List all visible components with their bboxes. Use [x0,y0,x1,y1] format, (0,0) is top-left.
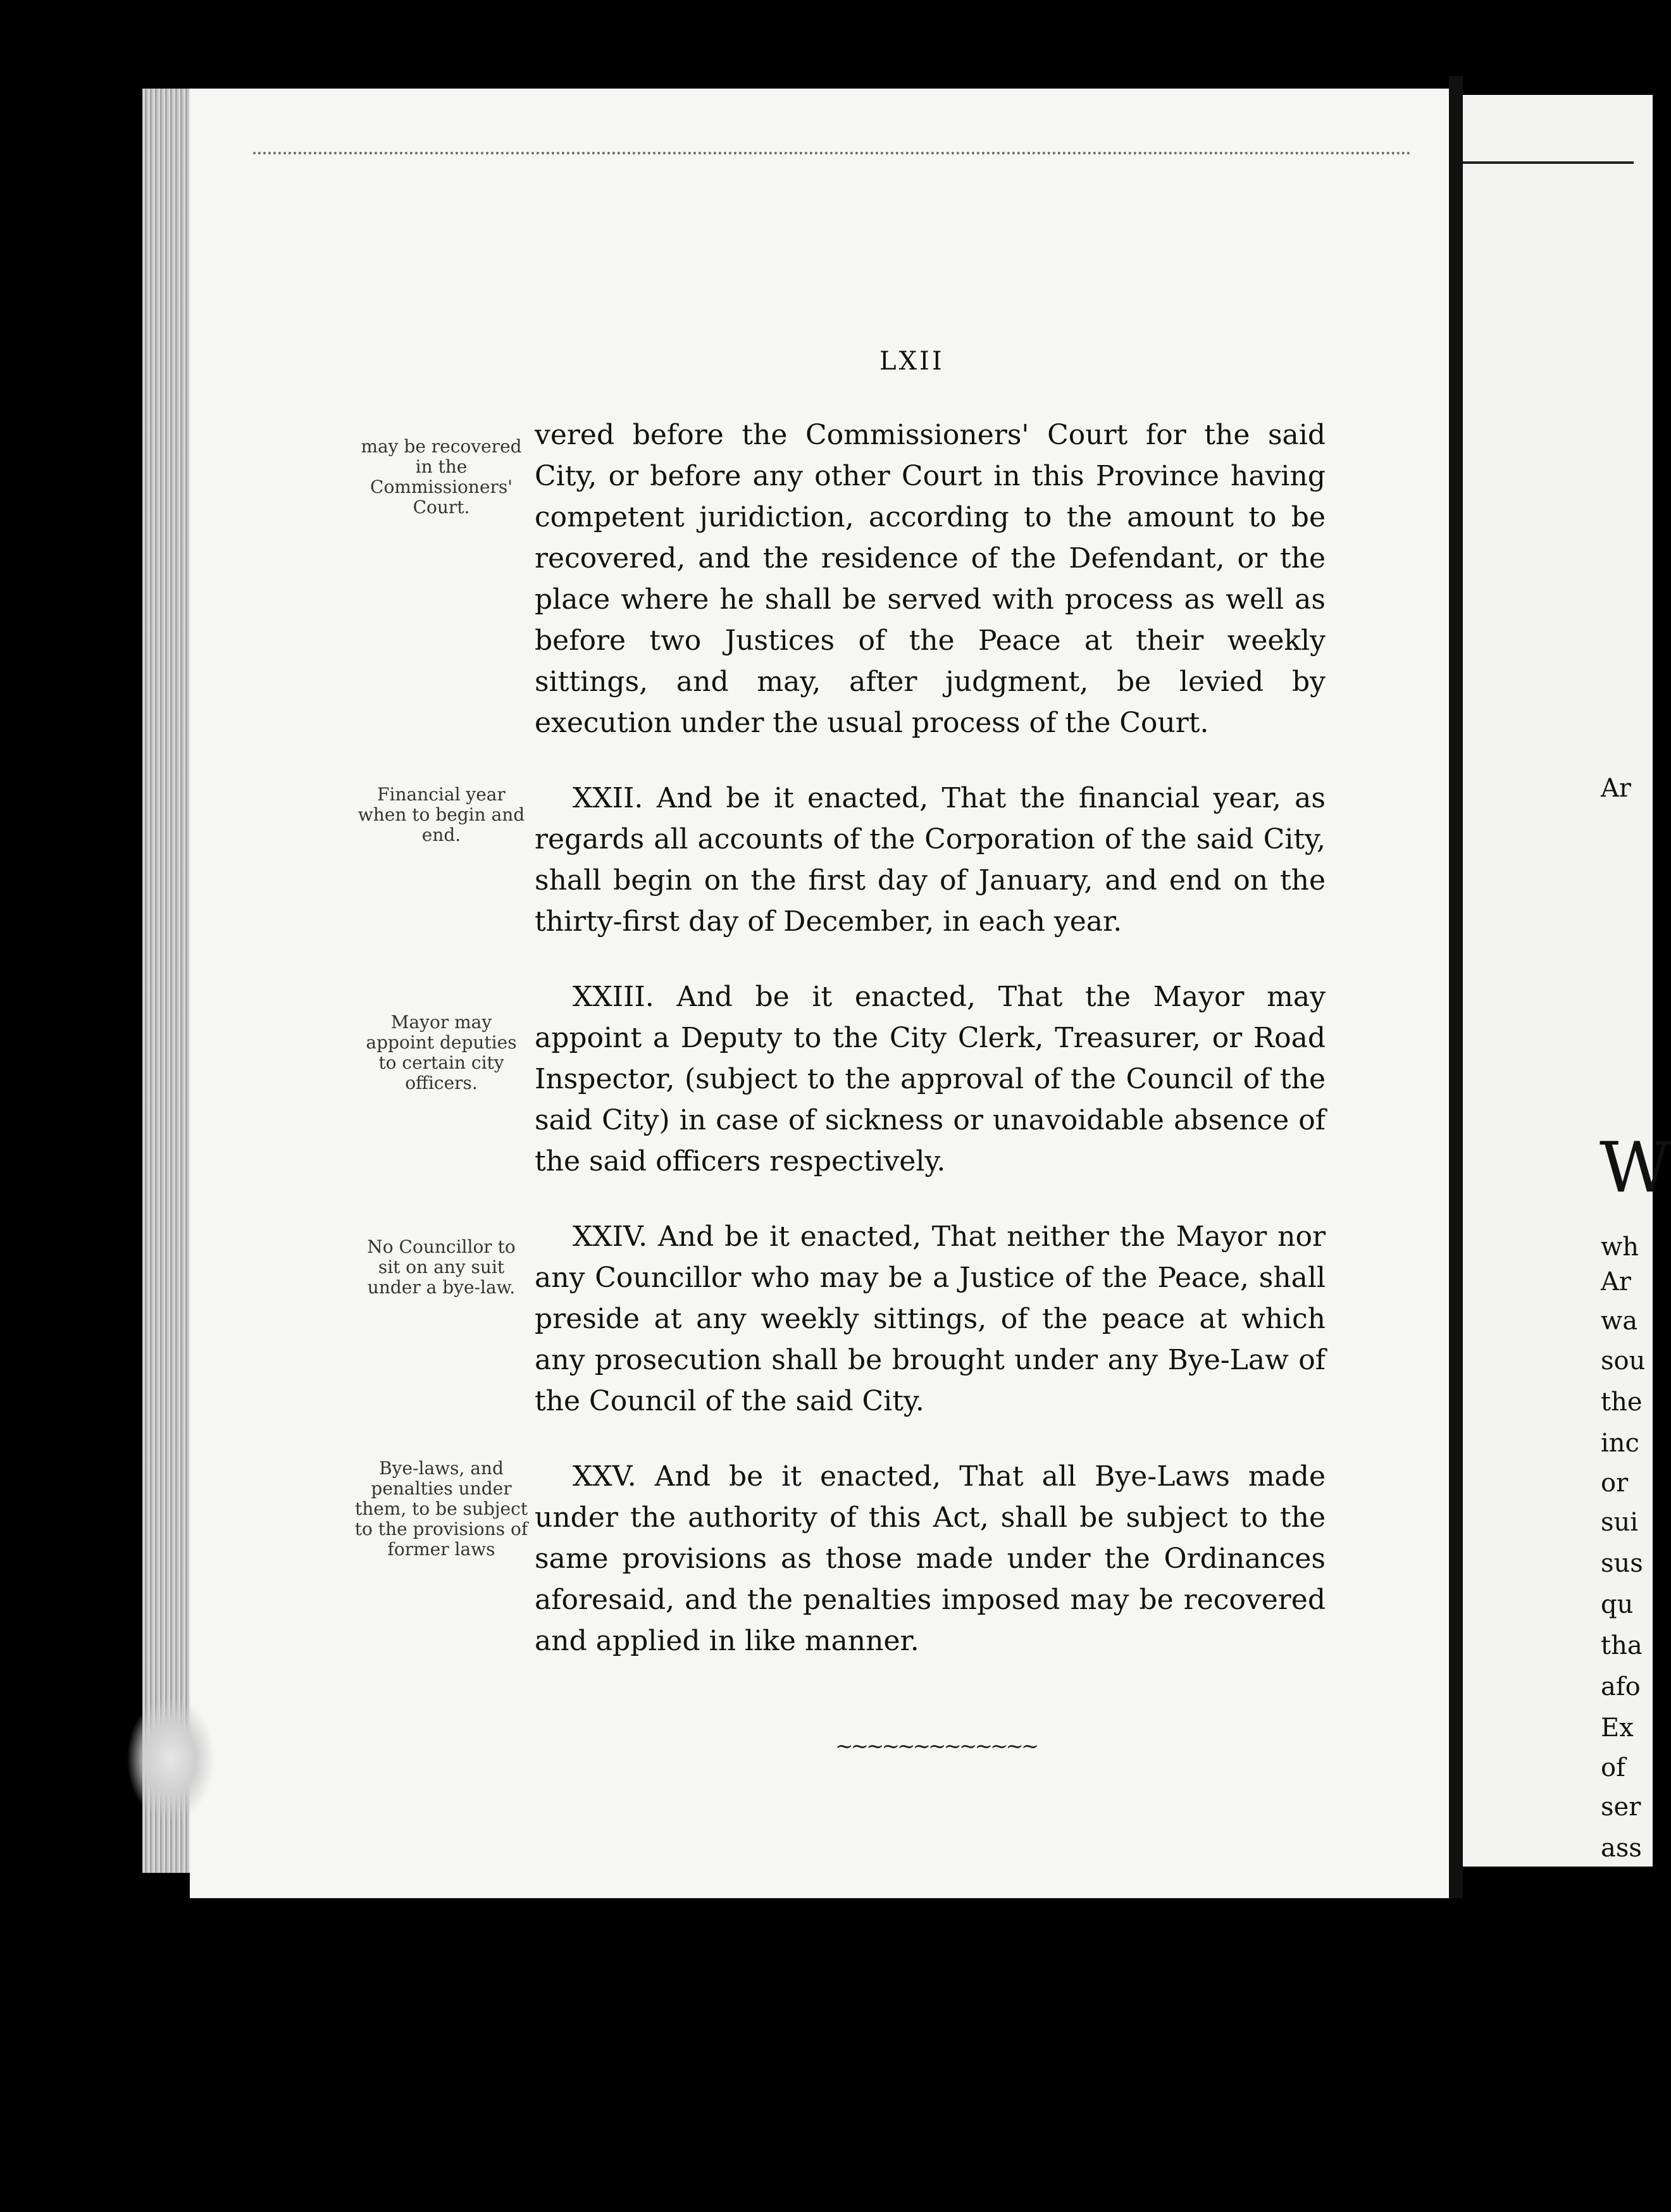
adjacent-page-line: sui [1601,1508,1639,1537]
adjacent-page-line: ass [1601,1834,1642,1863]
end-ornament: ~~~~~~~~~~~~~ [835,1734,1037,1759]
paper-damage [127,1696,215,1822]
adjacent-page-line: wa [1601,1307,1638,1336]
page-number: LXII [879,347,945,376]
margin-note-recovery: may be recovered in the Commissioners' Court. [361,436,522,518]
margin-note-financial-year: Financial year when to begin and end. [357,784,525,845]
adjacent-page-line: inc [1601,1429,1639,1458]
adjacent-page-line: wh [1601,1233,1639,1262]
adjacent-page-line: afo [1601,1672,1641,1701]
adjacent-page-line: sus [1601,1549,1643,1578]
section-xxiv: XXIV. And be it enacted, That neither the Mayor nor any Councillor who may be a Justice of the Peace, shall preside at any weekly sittings, of the peace at which any prosecution shall be brought under any Bye-Law of the Council of the said City. [535,1221,1326,1417]
adjacent-page-line: or [1601,1469,1629,1498]
margin-note-councillor: No Councillor to sit on any suit under a bye-law. [367,1236,516,1298]
section-xxiii: XXIII. And be it enacted, That the Mayor may appoint a Deputy to the City Clerk, Treasurer, or Road Inspector, (subject to the approval of the Council of the said City) in case of sickness or unavoidable absence of the said officers respectively. [535,981,1326,1177]
adjacent-page-line: tha [1601,1631,1643,1660]
adjacent-page-rule [1463,161,1634,164]
margin-note-bye-laws: Bye-laws, and penalties under them, to be subject to the provisions of former laws [354,1458,528,1560]
adjacent-page-line: ser [1601,1793,1641,1822]
adjacent-page-line: Ex [1601,1713,1634,1743]
margin-note-mayor-deputies: Mayor may appoint deputies to certain city officers. [366,1012,517,1093]
adjacent-page-initial: W [1600,1127,1671,1208]
adjacent-page-line: Ar [1601,1267,1632,1296]
paragraph-continuation: vered before the Commissioners' Court for the said City, or before any other Court in this Province having competent juridiction, according to the amount to be recovered, and the residence of the Defendant, or the place where he shall be served with process as well as before two Justices of the Peace at their weekly sittings, and may, after judgment, be levied by execution under the usual process of the Court. [535,419,1326,739]
adjacent-page-fragment: Ar [1601,774,1632,803]
top-rule [253,152,1411,154]
section-xxv: XXV. And be it enacted, That all Bye-Laws made under the authority of this Act, shall be subject to the same provisions as those made under the Ordinances aforesaid, and the penalties imposed may be recovered and applied in like manner. [535,1460,1326,1657]
binding-gutter [1449,76,1463,1898]
adjacent-page-line: of [1601,1753,1625,1782]
adjacent-page-line: sou [1601,1346,1646,1376]
section-xxii: XXII. And be it enacted, That the financial year, as regards all accounts of the Corporation of the said City, shall begin on the first day of January, and end on the thirty-first day of December, in each year. [535,782,1326,938]
body-text [535,414,1326,1662]
adjacent-page-line: qu [1601,1590,1634,1619]
adjacent-page-line: the [1601,1388,1643,1417]
